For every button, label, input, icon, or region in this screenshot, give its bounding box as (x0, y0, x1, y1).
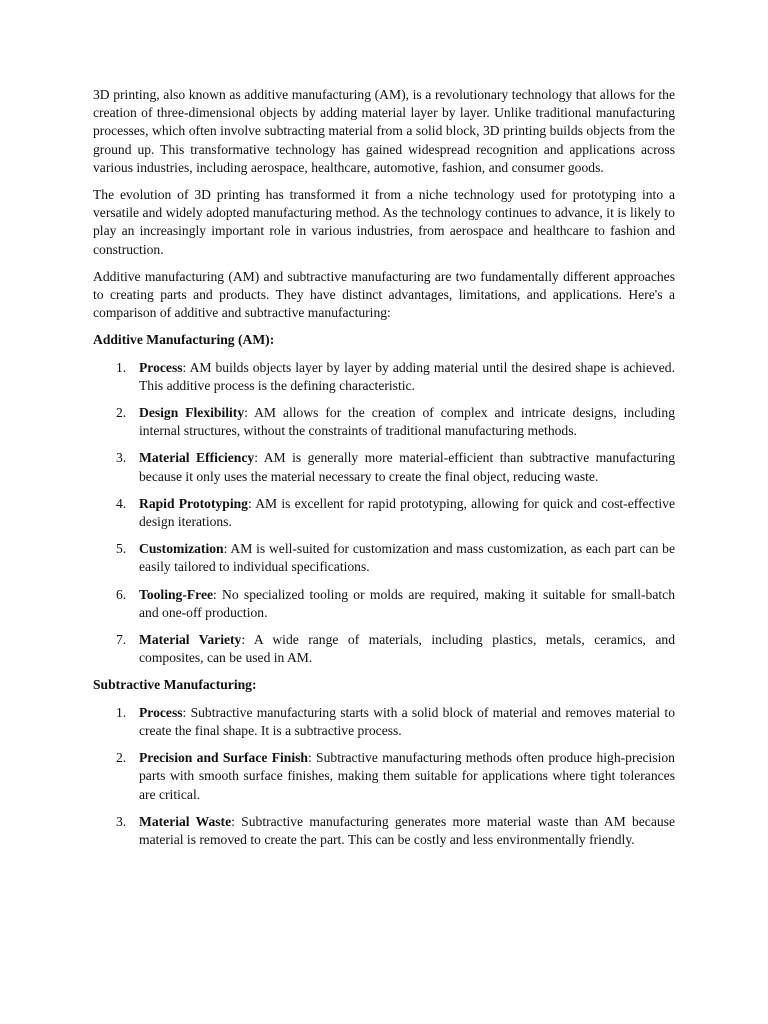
list-item (93, 404, 675, 440)
list-item-number: 1. (116, 359, 127, 375)
list-item-text: : AM is well-suited for customization and mass customization, as each part can be easily tailored to individual specifications. (139, 541, 675, 575)
list-item (93, 813, 675, 849)
list-item-text: : AM builds objects layer by layer by adding material until the desired shape is achieved. This additive process is the defining characteristic. (139, 359, 675, 393)
list-item-term: Rapid Prototyping (139, 495, 248, 511)
list-item-text: : Subtractive manufacturing methods often produce high-precision parts with smooth surface finishes, making them suitable for applications where tight tolerances are critical. (139, 750, 675, 802)
list-item-term: Tooling-Free (139, 586, 214, 602)
list-item (93, 704, 675, 740)
list-item-number: 3. (116, 813, 127, 829)
list-item-text: : AM allows for the creation of complex and intricate designs, including internal structures, without the constraints of traditional manufacturing methods. (139, 405, 675, 439)
list-item-term: Material Efficiency (139, 450, 255, 466)
list-item-text: : Subtractive manufacturing starts with a solid block of material and removes material to create the final shape. It is a subtractive process. (139, 704, 675, 738)
list-item-term: Precision and Surface Finish (139, 750, 308, 766)
list-item (93, 749, 675, 804)
list-item-term: Material Waste (139, 813, 232, 829)
list-item-number: 2. (116, 750, 127, 766)
intro-paragraph-1: 3D printing, also known as additive manufacturing (AM), is a revolutionary technology that allows for the creation of three-dimensional objects by adding material layer by layer. Unlike traditional manufacturing processes, which often involve subtracting material from a solid block, 3D printing builds objects from the ground up. This transformative technology has gained widespread recognition and applications across various industries, including aerospace, healthcare, automotive, fashion, and consumer goods. (93, 87, 675, 175)
intro-paragraph-3: Additive manufacturing (AM) and subtractive manufacturing are two fundamentally different approaches to creating parts and products. They have distinct advantages, limitations, and applications. Here's a comparison of additive and subtractive manufacturing: (93, 268, 675, 321)
list-item (93, 586, 675, 622)
subtractive-list (93, 704, 675, 849)
additive-heading: Additive Manufacturing (AM): (93, 332, 275, 348)
list-item (93, 449, 675, 485)
list-item-text: : No specialized tooling or molds are required, making it suitable for small-batch and one-off production. (139, 586, 675, 620)
list-item-number: 4. (116, 495, 127, 511)
list-item-text: : AM is excellent for rapid prototyping, allowing for quick and cost-effective design iterations. (139, 495, 675, 530)
list-item (93, 359, 675, 395)
list-item-number: 1. (116, 704, 127, 720)
list-item-number: 2. (116, 405, 127, 421)
list-item-term: Design Flexibility (139, 405, 245, 421)
list-item-text: : Subtractive manufacturing generates more material waste than AM because material is removed to create the part. This can be costly and less environmentally friendly. (139, 813, 675, 847)
list-item-term: Process (139, 704, 183, 720)
list-item (93, 540, 675, 576)
intro-paragraph-2: The evolution of 3D printing has transformed it from a niche technology used for prototyping into a versatile and widely adopted manufacturing method. As the technology continues to advance, it is likely to play an increasingly important role in various industries, from aerospace and healthcare to fashion and construction. (93, 187, 675, 257)
list-item-number: 7. (116, 632, 127, 648)
list-item-text: : A wide range of materials, including plastics, metals, ceramics, and composites, can be used in AM. (139, 632, 675, 666)
list-item-term: Material Variety (139, 632, 242, 648)
list-item-term: Customization (139, 541, 224, 557)
list-item-number: 3. (116, 450, 127, 466)
list-item-term: Process (139, 359, 183, 375)
list-item (93, 495, 675, 531)
additive-list (93, 359, 675, 668)
document-page (93, 86, 675, 858)
subtractive-heading: Subtractive Manufacturing: (93, 677, 257, 693)
list-item-text: : AM is generally more material-efficient than subtractive manufacturing because it only uses the material necessary to create the final object, reducing waste. (139, 450, 676, 484)
list-item-number: 6. (116, 586, 127, 602)
list-item (93, 631, 675, 667)
list-item-number: 5. (116, 541, 127, 557)
